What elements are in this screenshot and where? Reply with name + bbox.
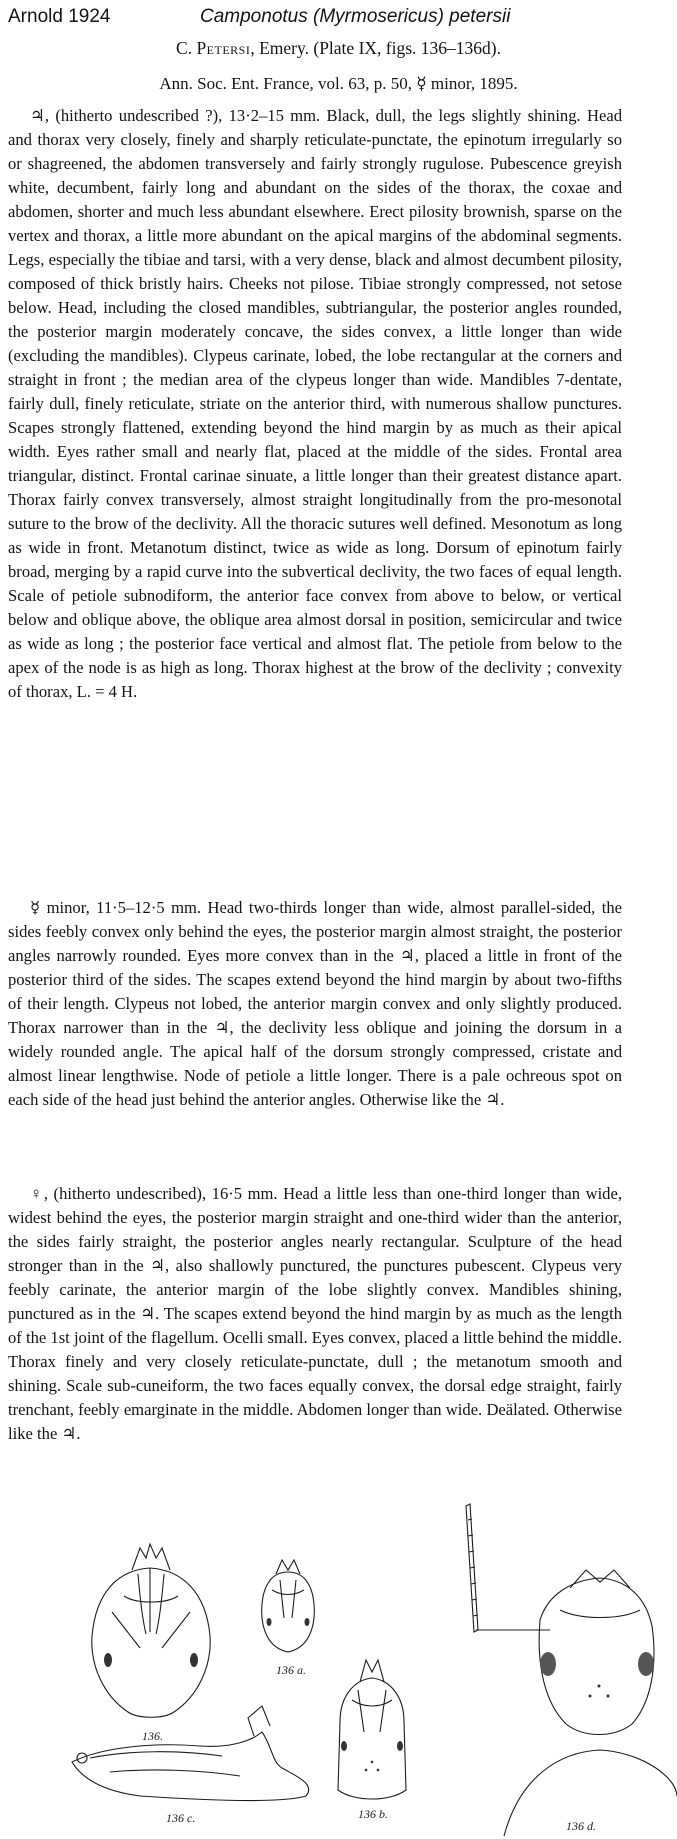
figure-drawings (0, 1500, 677, 1839)
species-heading (0, 38, 677, 59)
figure-136c-thorax-drawing (72, 1706, 309, 1801)
figure-label-136: 136. (142, 1729, 163, 1743)
paragraph-minor: ☿ minor, 11·5–12·5 mm. Head two-thirds longer than wide, almost parallel-sided, the sides feebly convex only behind the eyes, the posterior margin almost straight, the posterior angles narrowly rounded. Eyes more convex than in the ♃, placed a little in front of the posterior third of the sides. The scapes extend beyond the hind margin by about two-fifths of their length. Clypeus not lobed, the anterior margin convex and only slightly produced. Thorax narrower than in the ♃, the declivity less oblique and joining the dorsum in a widely rounded angle. The apical half of the dorsum strongly compressed, cristate and almost linear lengthwise. Node of petiole a little longer. There is a pale ochreous spot on each side of the head just behind the anterior angles. Otherwise like the ♃. (8, 898, 622, 1109)
figure-label-136c: 136 c. (166, 1811, 196, 1825)
figure-label-136a: 136 a. (276, 1663, 306, 1677)
description-major-worker (8, 104, 622, 704)
species-heading-name: Petersi (196, 38, 251, 58)
figure-136b-head-drawing (338, 1660, 406, 1799)
figure-label-136b: 136 b. (358, 1807, 388, 1821)
figure-label-136d: 136 d. (566, 1819, 596, 1833)
figure-136a-head-drawing (262, 1560, 315, 1652)
description-female (8, 1182, 622, 1446)
figure-136d-head-drawing (466, 1504, 677, 1836)
header-species-name: Camponotus (Myrmosericus) petersii (200, 6, 511, 27)
species-heading-rest: , Emery. (Plate IX, figs. 136–136d). (250, 38, 501, 58)
header-author-year: Arnold 1924 (8, 6, 111, 27)
literature-reference: Ann. Soc. Ent. France, vol. 63, p. 50, ☿ minor, 1895. (159, 74, 518, 93)
figure-136-head-drawing (92, 1544, 210, 1717)
paragraph-female: ♀, (hitherto undescribed), 16·5 mm. Head a little less than one-third longer than wide, widest behind the eyes, the posterior margin straight and one-third wider than the anterior, the sides fairly straight, the posterior angles nearly rectangular. Sculpture of the head stronger than in the ♃, also shallowly punctured, the punctures pubescent. Clypeus very feebly carinate, the anterior margin of the lobe slightly convex. Mandibles shining, punctured as in the ♃. The scapes extend beyond the hind margin by as much as the length of the 1st joint of the flagellum. Ocelli small. Eyes convex, placed a little behind the middle. Thorax finely and very closely reticulate-punctate, dull ; the metanotum smooth and shining. Scale sub-cuneiform, the two faces equally convex, the dorsal edge straight, fairly trenchant, feebly emarginate in the middle. Abdomen longer than wide. Deälated. Otherwise like the ♃. (8, 1184, 622, 1443)
description-minor-worker (8, 896, 622, 1112)
paragraph-major: ♃, (hitherto undescribed ?), 13·2–15 mm. Black, dull, the legs slightly shining. Head and thorax very closely, finely and sharply reticulate-punctate, the epinotum irregularly so or shagreened, the abdomen transversely and fairly strongly rugulose. Pubescence greyish white, decumbent, fairly long and abundant on the sides of the thorax, the coxae and abdomen, shorter and much less abundant elsewhere. Erect pilosity brownish, sparse on the vertex and thorax, a little more abundant on the apical margins of the abdominal segments. Legs, especially the tibiae and tarsi, with a very dense, black and almost decumbent pilosity, composed of thick bristly hairs. Cheeks not pilose. Tibiae strongly compressed, not setose below. Head, including the closed mandibles, subtriangular, the posterior angles rounded, the posterior margin moderately concave, the sides convex, a little longer than wide (excluding the mandibles). Clypeus carinate, lobed, the lobe rectangular at the corners and straight in front ; the median area of the clypeus longer than wide. Mandibles 7-dentate, fairly dull, finely reticulate, striate on the anterior third, with numerous shallow punctures. Scapes strongly flattened, extending beyond the hind margin by as much as their apical width. Eyes rather small and nearly flat, placed at the middle of the sides. Frontal area triangular, distinct. Frontal carinae sinuate, a little longer than their greatest distance apart. Thorax fairly convex transversely, almost straight longitudinally from the pro-mesonotal suture to the brow of the declivity. All the thoracic sutures well defined. Mesonotum as long as wide in front. Metanotum distinct, twice as wide as long. Dorsum of epinotum fairly broad, merging by a rapid curve into the subvertical declivity, the two faces of equal length. Scale of petiole subnodiform, the anterior face convex from above to below, or vertical below and oblique above, the oblique area almost dorsal in position, semicircular and twice as wide as long ; the posterior face vertical and almost flat. The petiole from below to the apex of the node is as high as long. Thorax highest at the brow of the declivity ; convexity of thorax, L. = 4 H. (8, 106, 622, 701)
figure-plate (0, 1500, 677, 1839)
species-heading-prefix: C. (176, 38, 197, 58)
